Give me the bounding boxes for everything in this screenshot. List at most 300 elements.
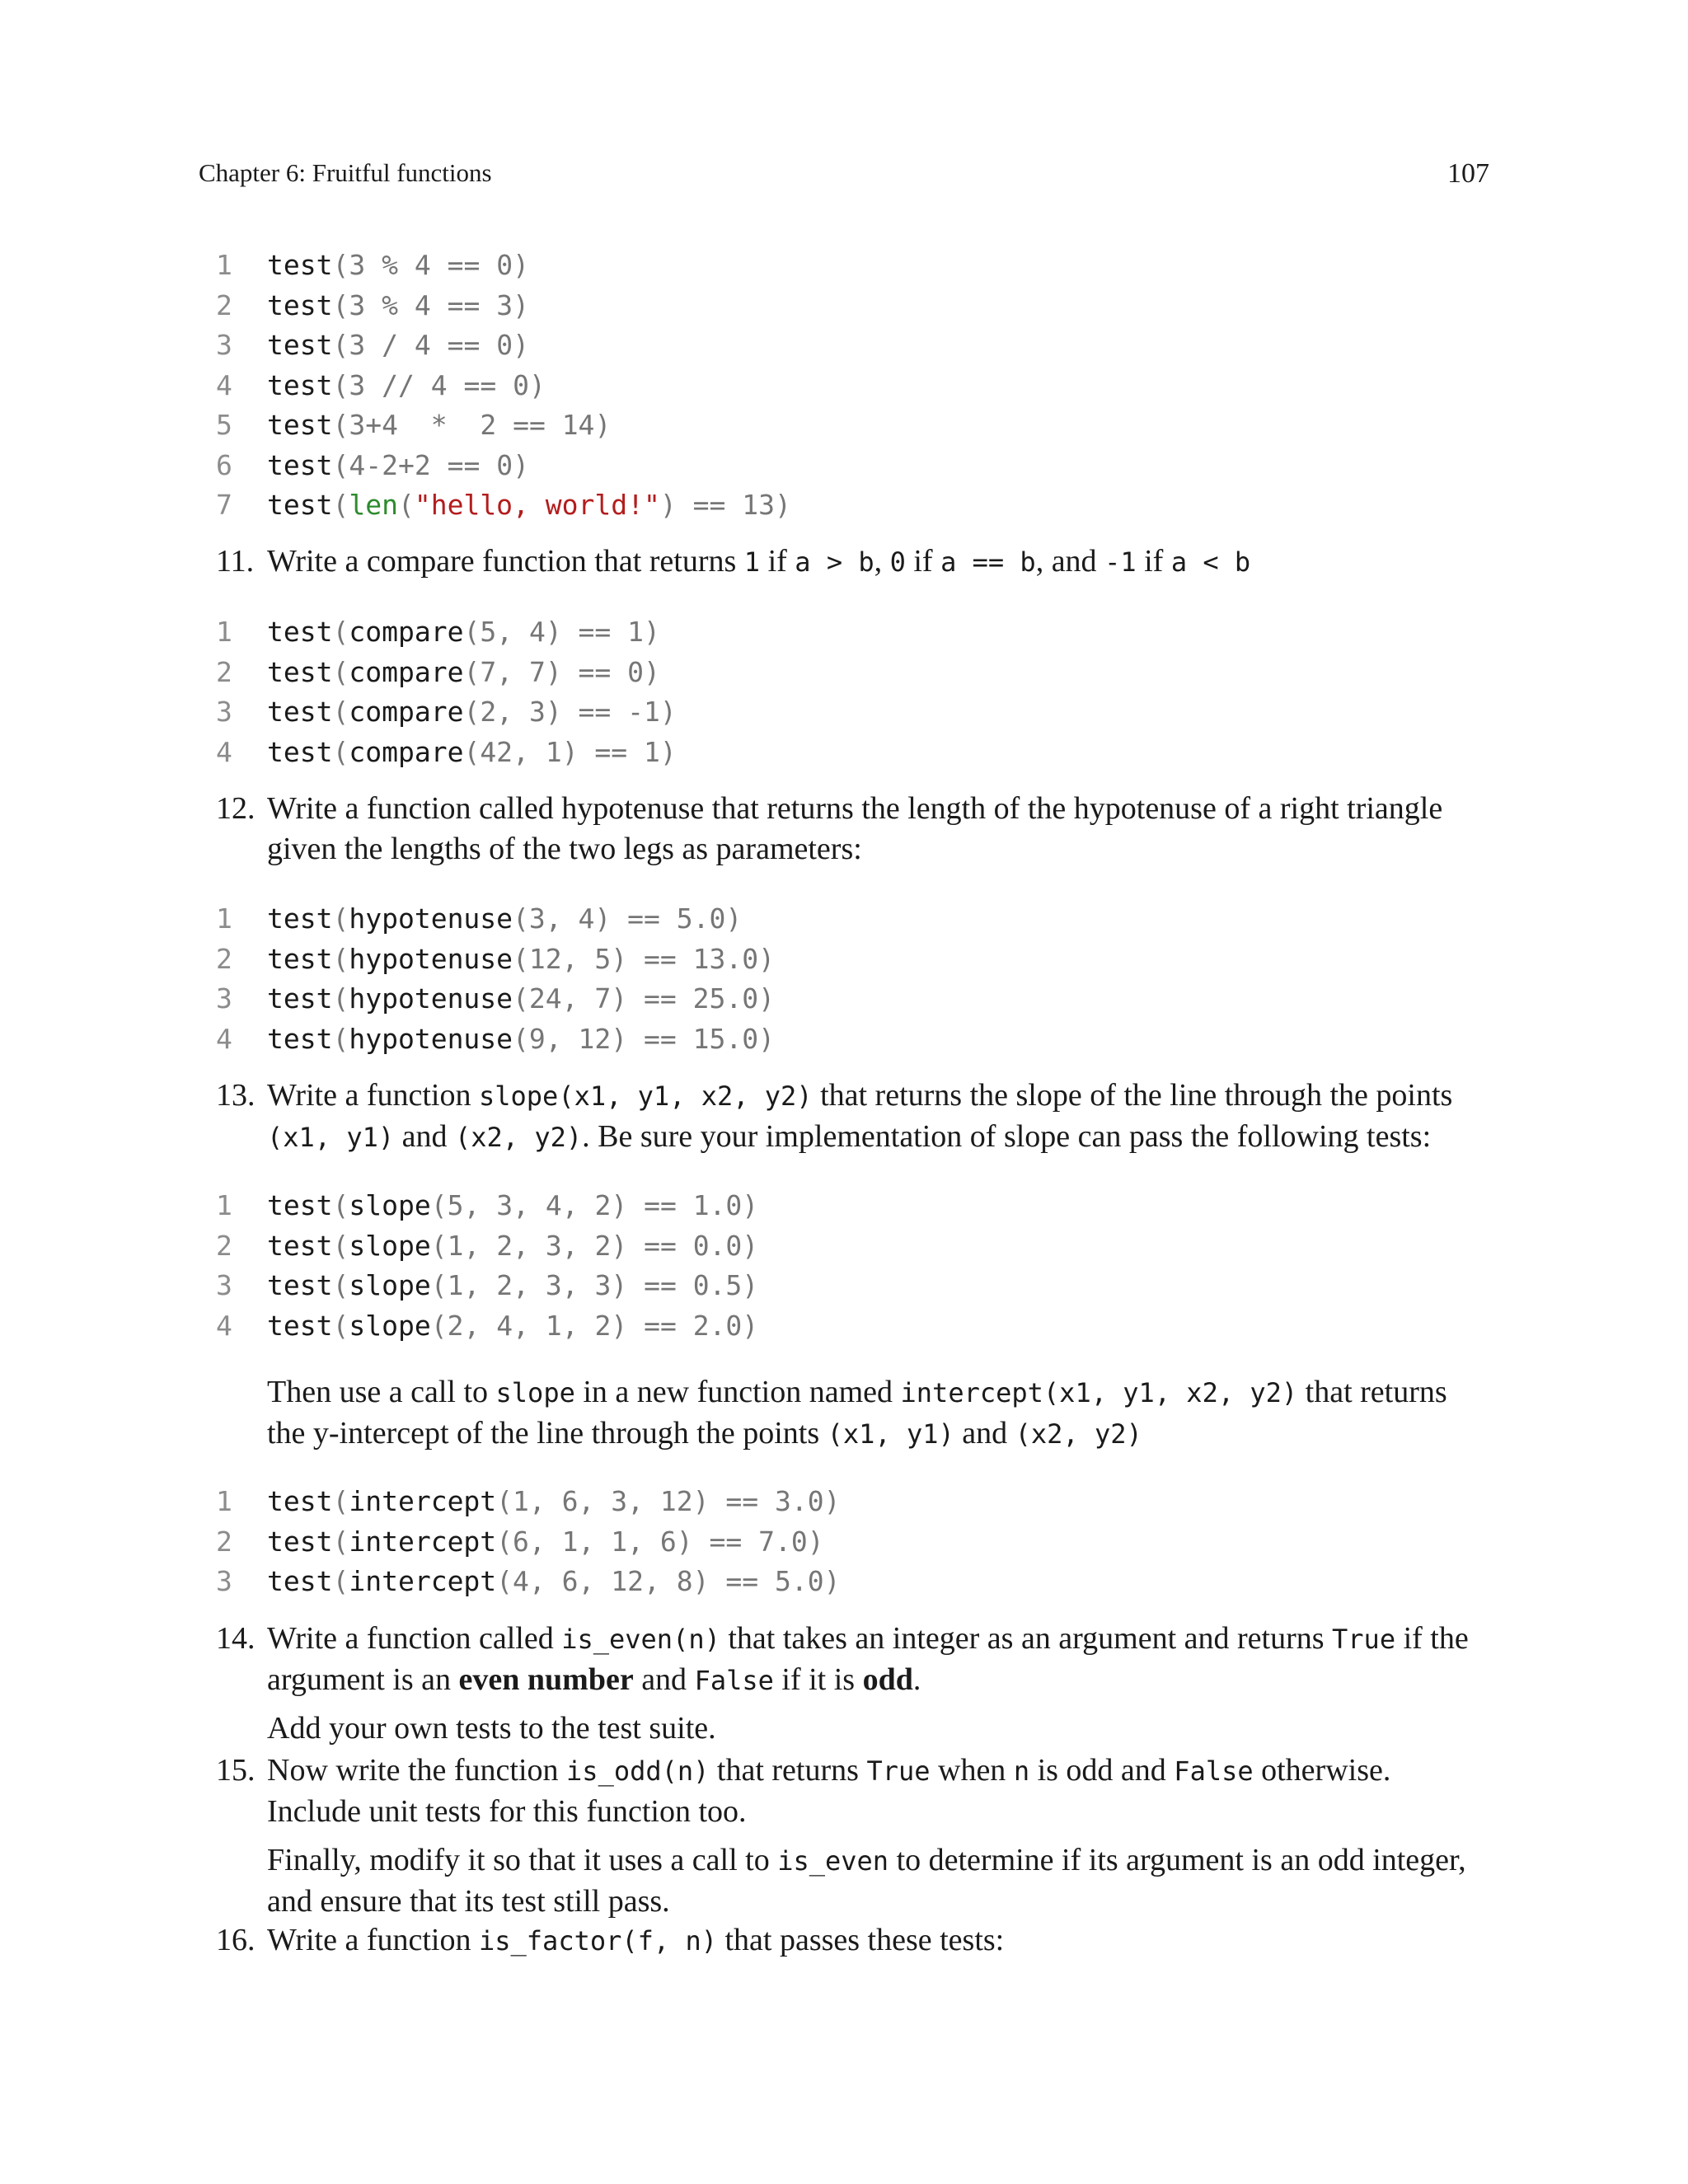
code-token: (	[332, 1229, 349, 1262]
code-token: ==	[692, 1525, 759, 1558]
inline-code: (x2, y2)	[455, 1122, 583, 1153]
inline-code: 1	[743, 546, 761, 578]
code-token: 1	[644, 735, 660, 768]
code-token: 3	[545, 1269, 562, 1301]
code-token: 2	[382, 448, 398, 481]
code-token: 6	[659, 1525, 677, 1558]
code-token: test	[267, 489, 333, 521]
code-token: )	[659, 489, 677, 521]
code-token: )	[611, 1022, 628, 1055]
code-token: ==	[578, 735, 645, 768]
code-token: 4	[430, 368, 448, 401]
code-token: (	[332, 368, 349, 401]
inline-code: is_even(n)	[561, 1624, 720, 1655]
code-token: (	[332, 288, 349, 321]
text-run: that returns the slope of the line through the points	[812, 1078, 1453, 1113]
inline-code: is_even	[777, 1845, 889, 1877]
bold-term: odd	[862, 1662, 913, 1697]
code-token: ,	[513, 735, 546, 768]
line-number: 5	[216, 409, 232, 441]
code-line	[216, 1266, 758, 1306]
text-run: and	[394, 1119, 455, 1154]
code-token: ,	[463, 1189, 497, 1221]
code-line	[216, 940, 775, 980]
line-number: 2	[216, 288, 232, 321]
page-number: 107	[1447, 158, 1489, 189]
code-token: 4	[349, 448, 366, 481]
line-number: 4	[216, 1309, 232, 1342]
line-number: 3	[216, 1269, 232, 1301]
line-number: 3	[216, 982, 232, 1015]
exercise-16	[216, 1920, 1492, 1961]
inline-code: True	[866, 1755, 931, 1787]
code-token: )	[594, 902, 612, 935]
code-token: 3	[349, 368, 366, 401]
line-number: 2	[216, 1525, 232, 1558]
code-token: ,	[528, 1525, 562, 1558]
code-token: 3.0	[775, 1485, 824, 1517]
code-token: 2.0	[692, 1309, 743, 1342]
code-token: 1	[447, 1269, 464, 1301]
inline-code: a == b	[940, 546, 1036, 578]
code-token: len	[349, 489, 398, 521]
line-number: 1	[216, 1485, 232, 1517]
code-token: -1	[627, 696, 660, 728]
code-token: ==	[676, 489, 743, 521]
code-token: (	[332, 409, 349, 441]
code-token: *	[397, 409, 481, 441]
text-run: Then use a call to	[267, 1375, 496, 1409]
code-token: 5	[480, 616, 497, 648]
code-token: (	[332, 249, 349, 281]
code-token: (	[463, 655, 481, 688]
text-run: if	[760, 544, 795, 579]
code-token: (	[332, 982, 349, 1015]
code-token: 8	[676, 1565, 693, 1597]
text-run: that takes an integer as an argument and returns	[720, 1621, 1333, 1656]
code-token: 3	[496, 1189, 513, 1221]
code-token: )	[594, 409, 612, 441]
chapter-title: Chapter 6: Fruitful functions	[199, 158, 492, 187]
code-line	[216, 1226, 758, 1267]
code-token: 4	[414, 329, 431, 361]
code-token: ==	[627, 1189, 693, 1221]
code-token: 2	[594, 1189, 612, 1221]
code-token: 2	[480, 409, 497, 441]
text-run: and	[954, 1416, 1015, 1451]
code-token: )	[611, 1189, 628, 1221]
code-token: (	[332, 448, 349, 481]
code-token: )	[742, 1309, 759, 1342]
code-token: )	[513, 448, 529, 481]
code-token: (	[332, 1269, 349, 1301]
inline-code: -1	[1104, 546, 1137, 578]
code-token: 0	[496, 329, 513, 361]
code-token: 12	[578, 1022, 612, 1055]
text-run: if it is	[773, 1662, 863, 1697]
text-run: , and	[1035, 544, 1105, 579]
code-token: test	[267, 329, 333, 361]
code-token: 1	[561, 1525, 579, 1558]
line-number: 2	[216, 942, 232, 975]
code-token: )	[545, 616, 562, 648]
code-token: ==	[561, 696, 628, 728]
code-line	[216, 979, 775, 1019]
code-token: 12	[528, 942, 562, 975]
code-token: /	[365, 329, 415, 361]
code-token: 13	[742, 489, 775, 521]
text-run: when	[930, 1753, 1014, 1788]
code-token: )	[513, 249, 529, 281]
code-token: test	[267, 696, 333, 728]
code-token: 3	[349, 249, 366, 281]
code-token: 2	[594, 1229, 612, 1262]
code-token: )	[742, 1229, 759, 1262]
code-token: test	[267, 1309, 333, 1342]
code-block-intercept	[216, 1482, 841, 1602]
code-token: (	[463, 616, 481, 648]
code-token: )	[528, 368, 546, 401]
code-token: test	[267, 1485, 333, 1517]
code-token: )	[611, 1229, 628, 1262]
text-run: that returns	[709, 1753, 867, 1788]
code-token: ==	[430, 249, 497, 281]
item-marker: 12.	[216, 791, 256, 826]
code-line	[216, 1482, 841, 1522]
code-token: compare	[349, 735, 464, 768]
inline-code: is_factor(f, n)	[478, 1925, 717, 1957]
code-token: ==	[561, 616, 628, 648]
code-token: (	[513, 1022, 529, 1055]
code-token: 13.0	[692, 942, 759, 975]
code-token: test	[267, 288, 333, 321]
code-token: 5.0	[775, 1565, 824, 1597]
code-token: 4	[545, 1189, 562, 1221]
code-token: test	[267, 1189, 333, 1221]
code-token: )	[659, 735, 677, 768]
code-token: 6	[513, 1525, 529, 1558]
code-token: (	[332, 616, 349, 648]
code-token: 0	[627, 655, 645, 688]
code-token: 0.0	[692, 1229, 743, 1262]
line-number: 1	[216, 616, 232, 648]
code-token: intercept	[349, 1485, 497, 1517]
code-token: (	[332, 1189, 349, 1221]
code-token: 0.5	[692, 1269, 743, 1301]
bold-term: even number	[458, 1662, 634, 1697]
inline-code: slope	[495, 1377, 575, 1408]
code-token: 1	[545, 1309, 562, 1342]
code-token: +	[397, 448, 415, 481]
exercise-text	[267, 1750, 1492, 1832]
code-token: ,	[496, 696, 529, 728]
inline-code: intercept(x1, y1, x2, y2)	[900, 1377, 1298, 1408]
code-token: -	[365, 448, 382, 481]
code-token: 3	[545, 1229, 562, 1262]
code-token: +	[365, 409, 382, 441]
code-token: //	[365, 368, 431, 401]
code-token: 3	[349, 329, 366, 361]
code-token: test	[267, 902, 333, 935]
code-token: )	[807, 1525, 824, 1558]
line-number: 6	[216, 448, 232, 481]
code-token: 1	[611, 1525, 628, 1558]
code-token: )	[659, 696, 677, 728]
code-token: ,	[545, 1022, 579, 1055]
code-token: ==	[627, 1229, 693, 1262]
code-line	[216, 366, 791, 406]
code-token: )	[676, 1525, 693, 1558]
code-token: 3	[528, 696, 546, 728]
code-token: 4	[496, 1309, 513, 1342]
item-marker: 13.	[216, 1078, 256, 1113]
text-run: to determine if its argument is an odd integer, and ensure that its test still pass.	[267, 1843, 1466, 1919]
code-line	[216, 1306, 758, 1347]
code-token: )	[513, 288, 529, 321]
code-token: 0	[513, 368, 529, 401]
code-token: ,	[496, 616, 529, 648]
code-token: (	[496, 1525, 513, 1558]
code-token: 9	[528, 1022, 546, 1055]
code-line	[216, 286, 791, 326]
code-token: 1.0	[692, 1189, 743, 1221]
code-token: (	[332, 1525, 349, 1558]
code-token: ==	[430, 329, 497, 361]
line-number: 4	[216, 735, 232, 768]
code-token: 1	[627, 616, 645, 648]
code-block-operators	[216, 246, 791, 526]
code-token: 7	[480, 655, 497, 688]
code-token: ,	[627, 1525, 660, 1558]
code-token: %	[365, 249, 415, 281]
intercept-paragraph	[267, 1372, 1492, 1455]
code-line	[216, 692, 677, 733]
code-token: 4	[528, 616, 546, 648]
code-token: 5	[447, 1189, 464, 1221]
code-line	[216, 1186, 758, 1226]
code-token: ,	[513, 1189, 546, 1221]
code-line	[216, 653, 677, 693]
text-run: .	[912, 1662, 921, 1697]
inline-code: n	[1013, 1755, 1030, 1787]
item-marker: 14.	[216, 1621, 256, 1656]
inline-code: slope(x1, y1, x2, y2)	[478, 1080, 813, 1112]
code-token: ,	[561, 1189, 595, 1221]
code-token: 4	[414, 249, 431, 281]
code-token: 3	[349, 288, 366, 321]
code-token: )	[545, 655, 562, 688]
text-run: otherwise. Include unit tests for this function too.	[267, 1753, 1391, 1829]
item-marker: 15.	[216, 1753, 256, 1788]
code-token: test	[267, 1525, 333, 1558]
code-token: )	[758, 942, 776, 975]
code-token: (	[430, 1309, 448, 1342]
code-token: 25.0	[692, 982, 759, 1015]
line-number: 3	[216, 329, 232, 361]
code-line	[216, 326, 791, 366]
code-block-slope	[216, 1186, 758, 1346]
code-line	[216, 1522, 841, 1563]
code-token: 15.0	[692, 1022, 759, 1055]
exercise-text	[267, 1920, 1492, 1961]
code-token: 6	[561, 1485, 579, 1517]
line-number: 1	[216, 1189, 232, 1221]
code-token: ==	[627, 1269, 693, 1301]
inline-code: (x1, y1)	[267, 1122, 395, 1153]
code-token: (	[332, 1565, 349, 1597]
code-token: (	[463, 696, 481, 728]
inline-code: True	[1332, 1624, 1396, 1655]
code-token: hypotenuse	[349, 942, 513, 975]
code-token: hypotenuse	[349, 902, 513, 935]
line-number: 3	[216, 696, 232, 728]
code-token: test	[267, 448, 333, 481]
code-token: slope	[349, 1309, 431, 1342]
exercise-15	[216, 1750, 1492, 1832]
text-run: Finally, modify it so that it uses a call to	[267, 1843, 778, 1877]
code-token: ==	[611, 902, 677, 935]
code-token: ,	[463, 1269, 497, 1301]
code-token: 4	[382, 409, 398, 441]
code-token: 1	[513, 1485, 529, 1517]
text-run: and	[633, 1662, 695, 1697]
text-run: if	[1136, 544, 1171, 579]
exercise-13	[216, 1076, 1492, 1158]
page-header	[199, 158, 1489, 191]
code-token: (	[430, 1189, 448, 1221]
code-token: )	[742, 1269, 759, 1301]
code-token: hypotenuse	[349, 982, 513, 1015]
text-run: in a new function named	[574, 1375, 901, 1409]
code-token: 7	[594, 982, 612, 1015]
code-token: test	[267, 409, 333, 441]
code-token: ==	[447, 368, 513, 401]
code-block-compare	[216, 612, 677, 772]
code-token: ,	[513, 1229, 546, 1262]
code-token: 3	[349, 409, 366, 441]
code-token: (	[332, 1309, 349, 1342]
line-number: 2	[216, 655, 232, 688]
code-token: )	[644, 616, 660, 648]
code-token: ,	[578, 1485, 612, 1517]
exercise-15-note	[267, 1840, 1492, 1922]
code-token: ,	[528, 1485, 562, 1517]
line-number: 7	[216, 489, 232, 521]
code-token: )	[611, 1309, 628, 1342]
code-token: ==	[430, 288, 497, 321]
code-token: )	[692, 1485, 710, 1517]
code-token: test	[267, 735, 333, 768]
text-run: Write a function called	[267, 1621, 562, 1656]
code-token: test	[267, 368, 333, 401]
code-token: (	[332, 489, 349, 521]
exercise-14	[216, 1619, 1492, 1701]
code-token: 5.0	[676, 902, 726, 935]
code-token: )	[561, 735, 579, 768]
code-token: )	[774, 489, 791, 521]
code-token: (	[513, 982, 529, 1015]
code-token: ==	[627, 982, 693, 1015]
code-token: ==	[709, 1485, 776, 1517]
code-token: ==	[627, 1022, 693, 1055]
code-token: 5	[594, 942, 612, 975]
code-token: ,	[561, 1229, 595, 1262]
inline-code: is_odd(n)	[566, 1755, 710, 1787]
code-token: intercept	[349, 1565, 497, 1597]
code-token: slope	[349, 1269, 431, 1301]
code-token: (	[332, 1485, 349, 1517]
code-token: 2	[594, 1309, 612, 1342]
code-token: ,	[627, 1485, 660, 1517]
code-token: %	[365, 288, 415, 321]
code-token: ==	[430, 448, 497, 481]
code-token: )	[725, 902, 743, 935]
code-line	[216, 1562, 841, 1602]
code-token: intercept	[349, 1525, 497, 1558]
code-token: 2	[480, 696, 497, 728]
code-token: test	[267, 655, 333, 688]
code-token: ,	[513, 1309, 546, 1342]
code-token: )	[758, 1022, 776, 1055]
code-token: 7.0	[758, 1525, 808, 1558]
code-token: ,	[561, 1269, 595, 1301]
code-token: 1	[545, 735, 562, 768]
code-token: (	[332, 1022, 349, 1055]
inline-code: (x1, y1)	[827, 1418, 954, 1450]
code-token: test	[267, 1229, 333, 1262]
code-token: 24	[528, 982, 562, 1015]
code-token: ,	[644, 1565, 677, 1597]
text-run: if	[905, 544, 941, 579]
code-token: )	[644, 655, 660, 688]
code-token: ==	[561, 655, 628, 688]
code-token: 6	[561, 1565, 579, 1597]
line-number: 2	[216, 1229, 232, 1262]
code-token: 2	[447, 1309, 464, 1342]
code-token: slope	[349, 1229, 431, 1262]
code-token: ,	[463, 1309, 497, 1342]
inline-code: a < b	[1170, 546, 1251, 578]
code-token: )	[611, 982, 628, 1015]
code-token: (	[332, 696, 349, 728]
code-token: (	[332, 329, 349, 361]
exercise-text	[267, 1076, 1492, 1158]
code-token: ,	[578, 1525, 612, 1558]
code-token: 3	[594, 1269, 612, 1301]
text-run: is odd and	[1029, 1753, 1175, 1788]
code-token: (	[463, 735, 481, 768]
code-token: ==	[627, 1309, 693, 1342]
line-number: 4	[216, 1022, 232, 1055]
code-token: ,	[561, 1309, 595, 1342]
code-token: (	[513, 942, 529, 975]
code-token: (	[430, 1229, 448, 1262]
code-token: )	[823, 1485, 841, 1517]
code-line	[216, 612, 677, 653]
inline-code: False	[694, 1665, 774, 1696]
exercise-text	[267, 541, 1492, 583]
text-run: Write a function	[267, 1078, 479, 1113]
inline-code: 0	[889, 546, 906, 578]
text-run: . Be sure your implementation of slope can pass the following tests:	[582, 1119, 1432, 1154]
code-token: 0	[496, 249, 513, 281]
item-marker: 16.	[216, 1923, 256, 1957]
code-line	[216, 246, 791, 286]
inline-code: (x2, y2)	[1015, 1418, 1142, 1450]
code-token: ,	[463, 1229, 497, 1262]
code-token: )	[611, 942, 628, 975]
code-token: 4	[578, 902, 595, 935]
